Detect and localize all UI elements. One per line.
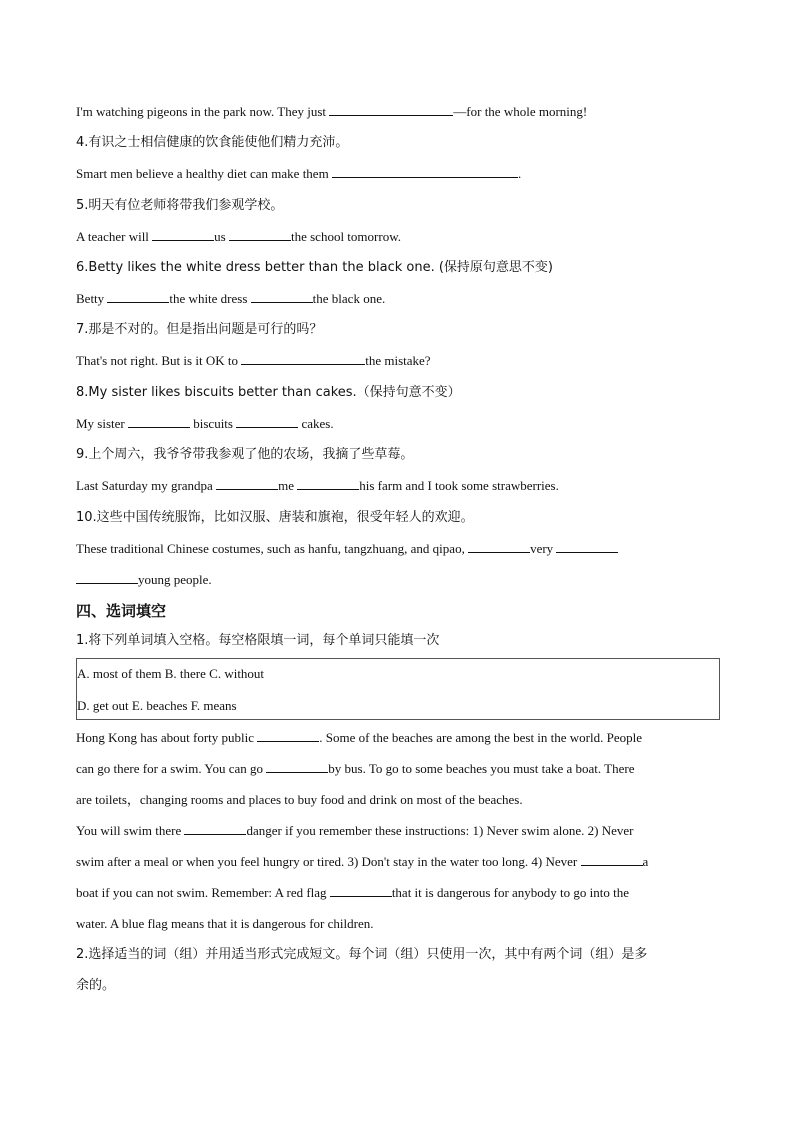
q6-answer-line bbox=[76, 290, 385, 308]
passage-text: You will swim there bbox=[76, 823, 185, 838]
answer-blank[interactable] bbox=[581, 853, 643, 866]
word-bank-row-2: D. get out E. beaches F. means bbox=[77, 698, 237, 713]
q2-instruction-cont: 余的。 bbox=[76, 978, 116, 993]
passage-text: swim after a meal or when you feel hungry or tired. 3) Don't stay in the water too long. 4) Never bbox=[76, 854, 581, 869]
answer-blank[interactable] bbox=[468, 540, 530, 553]
answer-blank[interactable] bbox=[266, 760, 328, 773]
sentence-text: me bbox=[278, 478, 298, 493]
passage-text: danger if you remember these instructions: 1) Never swim alone. 2) Never bbox=[246, 823, 634, 838]
word-bank-box bbox=[76, 658, 720, 720]
q10-answer-line-2 bbox=[76, 571, 212, 589]
passage-line-1 bbox=[76, 729, 642, 747]
answer-blank[interactable] bbox=[556, 540, 618, 553]
answer-blank[interactable] bbox=[251, 290, 313, 303]
passage-text: a bbox=[642, 854, 649, 869]
sentence-text: his farm and I took some strawberries. bbox=[359, 478, 559, 493]
q4-prompt: 4.有识之士相信健康的饮食能使他们精力充沛。 bbox=[76, 135, 349, 150]
sentence-text: Smart men believe a healthy diet can make them bbox=[76, 166, 332, 181]
q9-prompt: 9.上个周六，我爷爷带我参观了他的农场，我摘了些草莓。 bbox=[76, 447, 414, 462]
sentence-text: . bbox=[517, 166, 522, 181]
passage-text: by bus. To go to some beaches you must take a boat. There bbox=[328, 761, 635, 776]
sentence-text: My sister bbox=[76, 416, 128, 431]
answer-blank[interactable] bbox=[184, 822, 246, 835]
answer-blank[interactable] bbox=[329, 103, 453, 116]
sentence-text: us bbox=[214, 229, 229, 244]
q2-instruction: 2.选择适当的词（组）并用适当形式完成短文。每个词（组）只使用一次，其中有两个词（组）是多 bbox=[76, 947, 648, 962]
q6-prompt: 6.Betty likes the white dress better than the black one. (保持原句意思不变) bbox=[76, 260, 553, 275]
answer-blank[interactable] bbox=[152, 228, 214, 241]
sentence-text: cakes. bbox=[298, 416, 334, 431]
q5-answer-line bbox=[76, 228, 401, 246]
passage-line-3 bbox=[76, 791, 523, 809]
answer-blank[interactable] bbox=[330, 884, 392, 897]
sentence-text: the black one. bbox=[312, 291, 386, 306]
passage-text: that it is dangerous for anybody to go into the bbox=[391, 885, 630, 900]
answer-blank[interactable] bbox=[332, 165, 518, 178]
answer-blank[interactable] bbox=[76, 571, 138, 584]
sentence-text: the school tomorrow. bbox=[290, 229, 401, 244]
answer-blank[interactable] bbox=[229, 228, 291, 241]
passage-text: can go there for a swim. You can go bbox=[76, 761, 267, 776]
passage-text: . Some of the beaches are among the best in the world. People bbox=[319, 730, 643, 745]
sentence-text: Betty bbox=[76, 291, 108, 306]
q10-answer-line bbox=[76, 540, 618, 558]
passage-line-2 bbox=[76, 760, 634, 778]
sentence-text: the white dress bbox=[169, 291, 251, 306]
sentence-text: —for the whole morning! bbox=[453, 104, 588, 119]
answer-blank[interactable] bbox=[241, 352, 365, 365]
answer-blank[interactable] bbox=[107, 290, 169, 303]
sentence-text: These traditional Chinese costumes, such as hanfu, tangzhuang, and qipao, bbox=[76, 541, 469, 556]
passage-text: water. A blue flag means that it is dangerous for children. bbox=[76, 916, 374, 931]
passage-line-6 bbox=[76, 884, 629, 902]
answer-blank[interactable] bbox=[257, 729, 319, 742]
answer-blank[interactable] bbox=[216, 477, 278, 490]
q8-answer-line bbox=[76, 415, 334, 433]
passage-line-7 bbox=[76, 915, 373, 933]
sentence-text: very bbox=[530, 541, 557, 556]
answer-blank[interactable] bbox=[297, 477, 359, 490]
section-title: 四、选词填空 bbox=[76, 602, 167, 620]
q7-prompt: 7.那是不对的。但是指出问题是可行的吗？ bbox=[76, 322, 323, 337]
sentence-text: young people. bbox=[138, 572, 212, 587]
passage-line-5 bbox=[76, 853, 648, 871]
answer-blank[interactable] bbox=[236, 415, 298, 428]
passage-text: Hong Kong has about forty public bbox=[76, 730, 258, 745]
sentence-text: the mistake? bbox=[365, 353, 431, 368]
q9-answer-line bbox=[76, 477, 559, 495]
word-bank-row-1: A. most of them B. there C. without bbox=[77, 666, 265, 681]
answer-blank[interactable] bbox=[128, 415, 190, 428]
q1-instruction: 1.将下列单词填入空格。每空格限填一词，每个单词只能填一次 bbox=[76, 633, 440, 648]
sentence-text: A teacher will bbox=[76, 229, 153, 244]
q3-answer-line bbox=[76, 103, 587, 121]
q4-answer-line bbox=[76, 165, 521, 183]
q8-prompt: 8.My sister likes biscuits better than cakes.（保持句意不变） bbox=[76, 385, 461, 400]
sentence-text: I'm watching pigeons in the park now. They just bbox=[76, 104, 330, 119]
sentence-text: Last Saturday my grandpa bbox=[76, 478, 217, 493]
q10-prompt: 10.这些中国传统服饰，比如汉服、唐装和旗袍，很受年轻人的欢迎。 bbox=[76, 510, 474, 525]
passage-text: boat if you can not swim. Remember: A red flag bbox=[76, 885, 330, 900]
passage-text: are toilets，changing rooms and places to buy food and drink on most of the beaches. bbox=[76, 792, 523, 807]
q7-answer-line bbox=[76, 352, 431, 370]
passage-line-4 bbox=[76, 822, 633, 840]
q5-prompt: 5.明天有位老师将带我们参观学校。 bbox=[76, 198, 284, 213]
sentence-text: That's not right. But is it OK to bbox=[76, 353, 242, 368]
sentence-text: biscuits bbox=[190, 416, 237, 431]
